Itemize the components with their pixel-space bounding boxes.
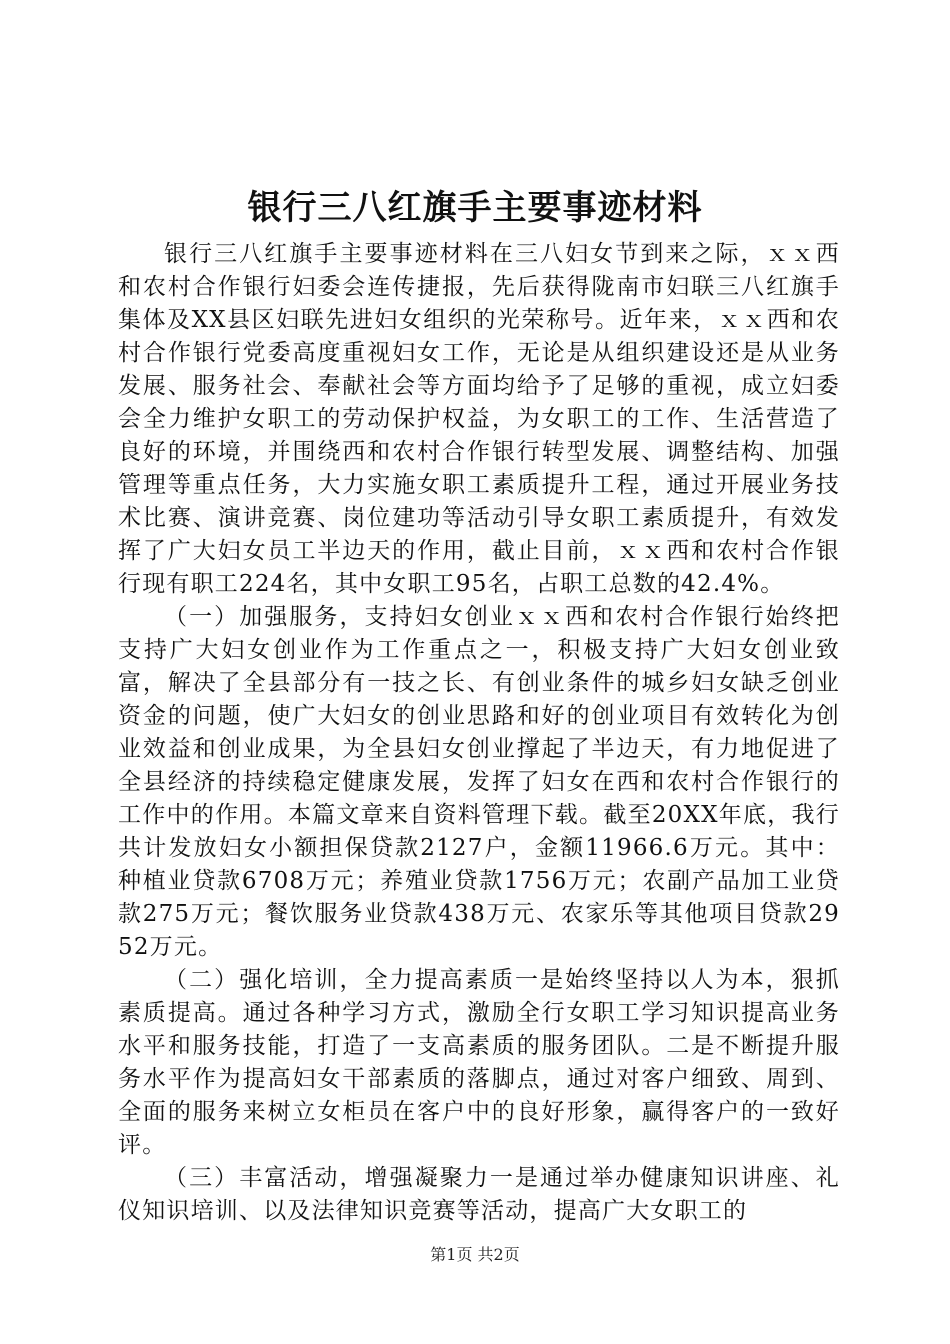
- document-title: 银行三八红旗手主要事迹材料: [247, 188, 703, 228]
- paragraph-intro: 银行三八红旗手主要事迹材料在三八妇女节到来之际，ｘｘ西和农村合作银行妇委会连传捷报，先后获得陇南市妇联三八红旗手集体及XX县区妇联先进妇女组织的光荣称号。近年来，ｘｘ西和农村合作银行党委高度重视妇女工作，无论是从组织建设还是从业务发展、服务社会、奉献社会等方面均给予了足够的重视，成立妇委会全力维护女职工的劳动保护权益，为女职工的工作、生活营造了良好的环境，并围绕西和农村合作银行转型发展、调整结构、加强管理等重点任务，大力实施女职工素质提升工程，通过开展业务技术比赛、演讲竞赛、岗位建功等活动引导女职工素质提升，有效发挥了广大妇女员工半边天的作用，截止目前，ｘｘ西和农村合作银行现有职工224名，其中女职工95名，占职工总数的42.4%。: [118, 241, 840, 597]
- paragraph-section-3: （三）丰富活动，增强凝聚力一是通过举办健康知识讲座、礼仪知识培训、以及法律知识竞赛等活动，提高广大女职工的: [118, 1165, 840, 1224]
- paragraph-section-2: （二）强化培训，全力提高素质一是始终坚持以人为本，狠抓素质提高。通过各种学习方式，激励全行女职工学习知识提高业务水平和服务技能，打造了一支高素质的服务团队。二是不断提升服务水平作为提高妇女干部素质的落脚点，通过对客户细致、周到、全面的服务来树立女柜员在客户中的良好形象，赢得客户的一致好评。: [118, 967, 840, 1158]
- page-footer: 第1页 共2页: [430, 1245, 520, 1264]
- document-body: [118, 238, 840, 1228]
- paragraph-section-1: （一）加强服务，支持妇女创业ｘｘ西和农村合作银行始终把支持广大妇女创业作为工作重点之一，积极支持广大妇女创业致富，解决了全县部分有一技之长、有创业条件的城乡妇女缺乏创业资金的问题，使广大妇女的创业思路和好的创业项目有效转化为创业效益和创业成果，为全县妇女创业撑起了半边天，有力地促进了全县经济的持续稳定健康发展，发挥了妇女在西和农村合作银行的工作中的作用。本篇文章来自资料管理下载。截至20XX年底，我行共计发放妇女小额担保贷款2127户，金额11966.6万元。其中：种植业贷款6708万元；养殖业贷款1756万元；农副产品加工业贷款275万元；餐饮服务业贷款438万元、农家乐等其他项目贷款2952万元。: [118, 604, 840, 960]
